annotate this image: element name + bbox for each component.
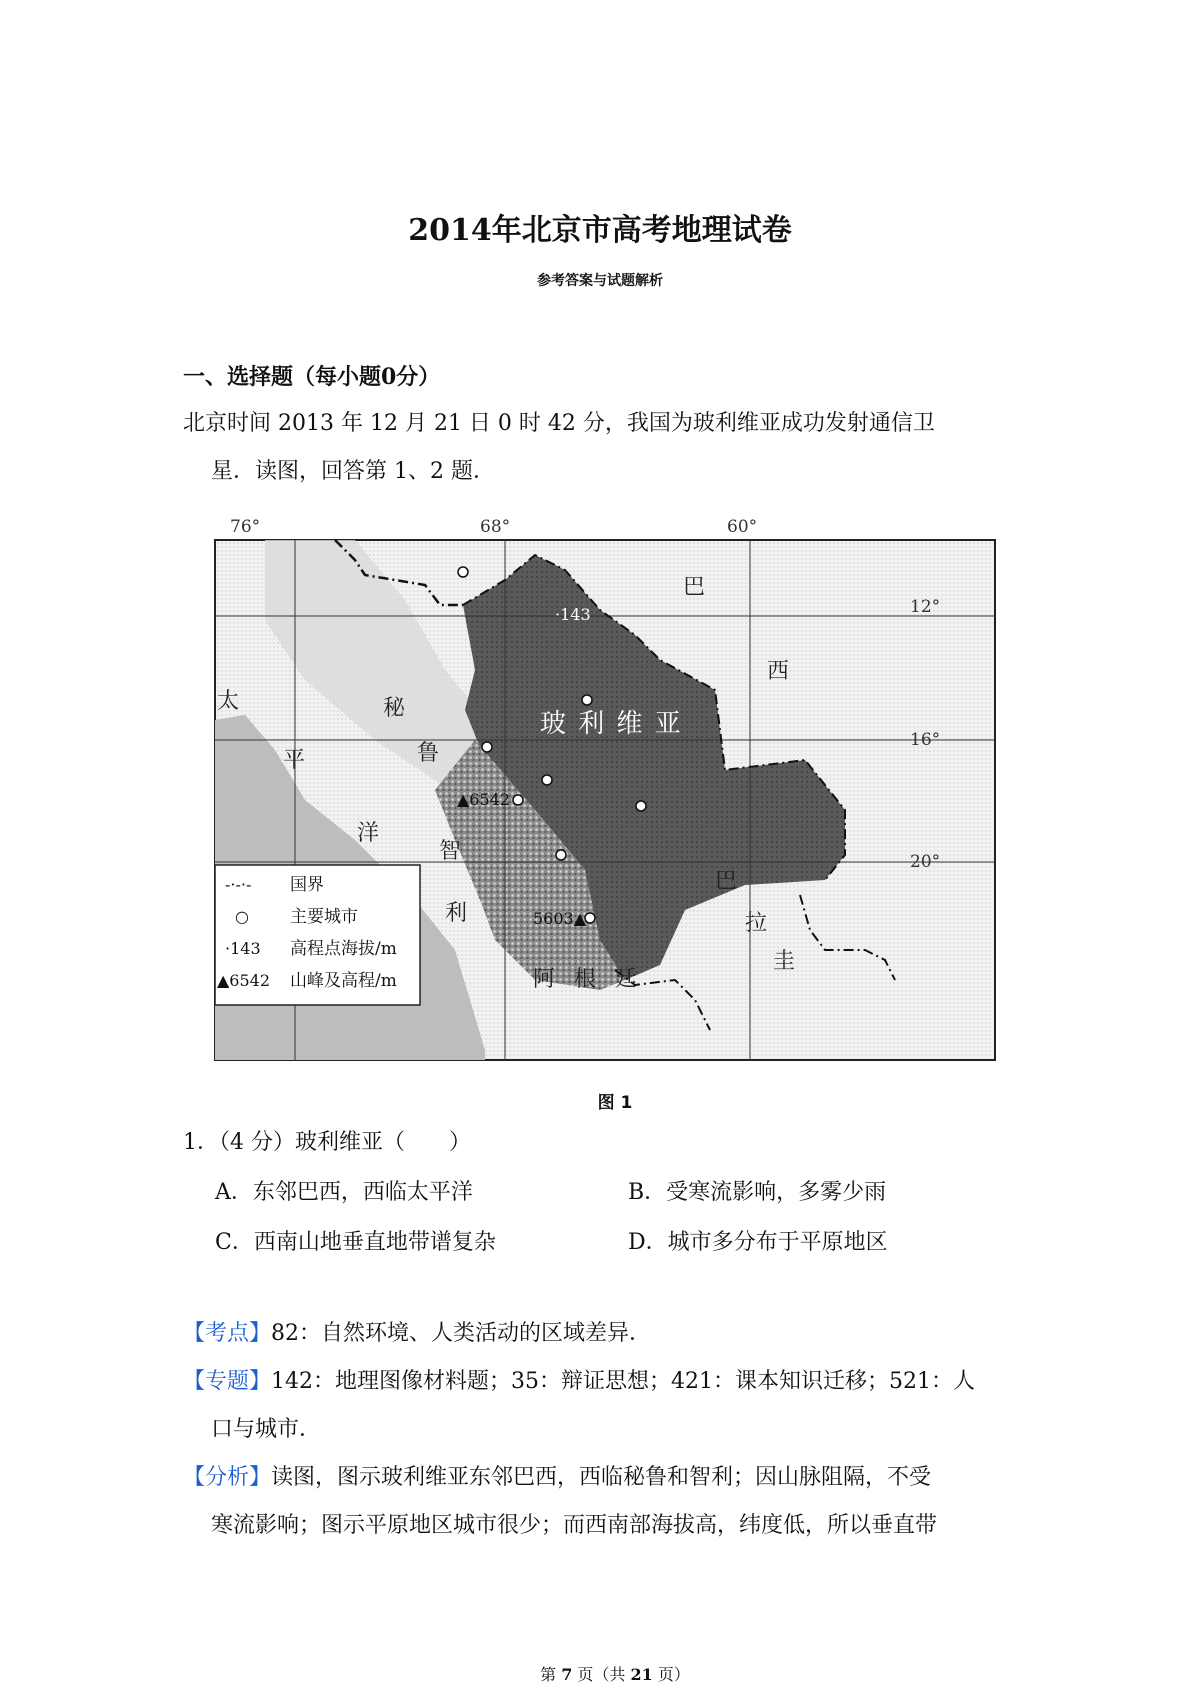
legend-label-elevation: 高程点海拔/m	[290, 939, 397, 959]
option-b: B．受寒流影响，多雾少雨	[628, 1180, 887, 1205]
figure-caption: 图 1	[597, 1093, 633, 1113]
intro-line-1: 北京时间 2013 年 12 月 21 日 0 时 42 分，我国为玻利维亚成功发射通信卫	[183, 411, 935, 436]
pacific-label-1: 太	[217, 689, 240, 714]
option-c: C．西南山地垂直地带谱复杂	[215, 1230, 496, 1255]
option-a: A．东邻巴西，西临太平洋	[215, 1180, 473, 1205]
lat-label-20: 20°	[910, 852, 941, 872]
zhuanti-block	[183, 1358, 1033, 1454]
intro-line-2: 星．读图，回答第 1、2 题．	[211, 459, 495, 484]
paraguay-label-2: 拉	[745, 911, 768, 936]
peak-5603-label: 5603▲	[533, 909, 587, 928]
chile-label-1: 智	[439, 839, 462, 864]
intro-paragraph	[183, 400, 1033, 496]
bolivia-map	[205, 510, 1005, 1070]
city-marker	[458, 567, 468, 577]
city-marker	[513, 795, 523, 805]
lon-label-60: 60°	[727, 517, 758, 537]
paraguay-label-3: 圭	[773, 949, 796, 974]
elevation-143-label: ·143	[555, 605, 591, 624]
page-number: 7	[561, 1665, 573, 1684]
legend-symbol-peak: ▲6542	[217, 971, 271, 990]
peak-6542-label: ▲6542	[457, 790, 511, 809]
page-footer: 第 7 页（共 21 页）	[540, 1665, 690, 1684]
lon-label-68: 68°	[480, 517, 511, 537]
bolivia-label: 玻 利 维 亚	[540, 709, 683, 739]
total-pages: 21	[630, 1665, 653, 1684]
city-marker	[556, 850, 566, 860]
kaodian-tag: 【考点】	[183, 1321, 272, 1346]
lon-label-76: 76°	[230, 517, 261, 537]
city-marker	[482, 742, 492, 752]
city-marker	[636, 801, 646, 811]
pacific-label-3: 洋	[357, 821, 380, 846]
question-1-stem: 1．（4 分）玻利维亚（ ）	[183, 1130, 471, 1155]
fenxi-text-1: 读图，图示玻利维亚东邻巴西，西临秘鲁和智利；因山脉阻隔，不受	[271, 1465, 932, 1490]
zhuanti-text-1: 142：地理图像材料题；35：辩证思想；421：课本知识迁移；521：人	[271, 1369, 975, 1394]
lat-label-16: 16°	[910, 730, 941, 750]
paraguay-label-1: 巴	[715, 869, 738, 894]
page-title: 2014年北京市高考地理试卷	[408, 213, 792, 248]
legend-symbol-city: ○	[235, 907, 249, 926]
fenxi-text-2: 寒流影响；图示平原地区城市很少；而西南部海拔高，纬度低，所以垂直带	[211, 1513, 938, 1538]
page-subtitle: 参考答案与试题解析	[537, 273, 663, 289]
legend-symbol-border: -·-·-	[225, 875, 252, 894]
city-marker	[542, 775, 552, 785]
section-heading: 一、选择题（每小题0分）	[183, 364, 441, 390]
legend-label-city: 主要城市	[290, 907, 358, 927]
fenxi-tag: 【分析】	[183, 1465, 272, 1490]
legend-label-peak: 山峰及高程/m	[290, 971, 397, 991]
chile-label-2: 利	[445, 901, 468, 926]
option-d: D．城市多分布于平原地区	[628, 1230, 888, 1255]
peru-label-2: 鲁	[417, 741, 440, 766]
zhuanti-tag: 【专题】	[183, 1369, 272, 1394]
pacific-label-2: 平	[283, 748, 306, 773]
kaodian-line	[183, 1310, 1033, 1358]
brazil-label-1: 巴	[683, 575, 706, 600]
fenxi-block	[183, 1454, 1033, 1550]
kaodian-text: 82：自然环境、人类活动的区域差异．	[271, 1321, 652, 1346]
lat-label-12: 12°	[910, 597, 941, 617]
zhuanti-text-2: 口与城市．	[211, 1417, 322, 1442]
city-marker	[585, 913, 595, 923]
argentina-label: 阿 根 廷	[533, 967, 643, 992]
brazil-label-2: 西	[767, 659, 790, 684]
peru-label-1: 秘	[383, 696, 406, 721]
legend-label-border: 国界	[290, 875, 324, 895]
city-marker	[582, 695, 592, 705]
legend-symbol-elevation: ·143	[225, 939, 261, 958]
